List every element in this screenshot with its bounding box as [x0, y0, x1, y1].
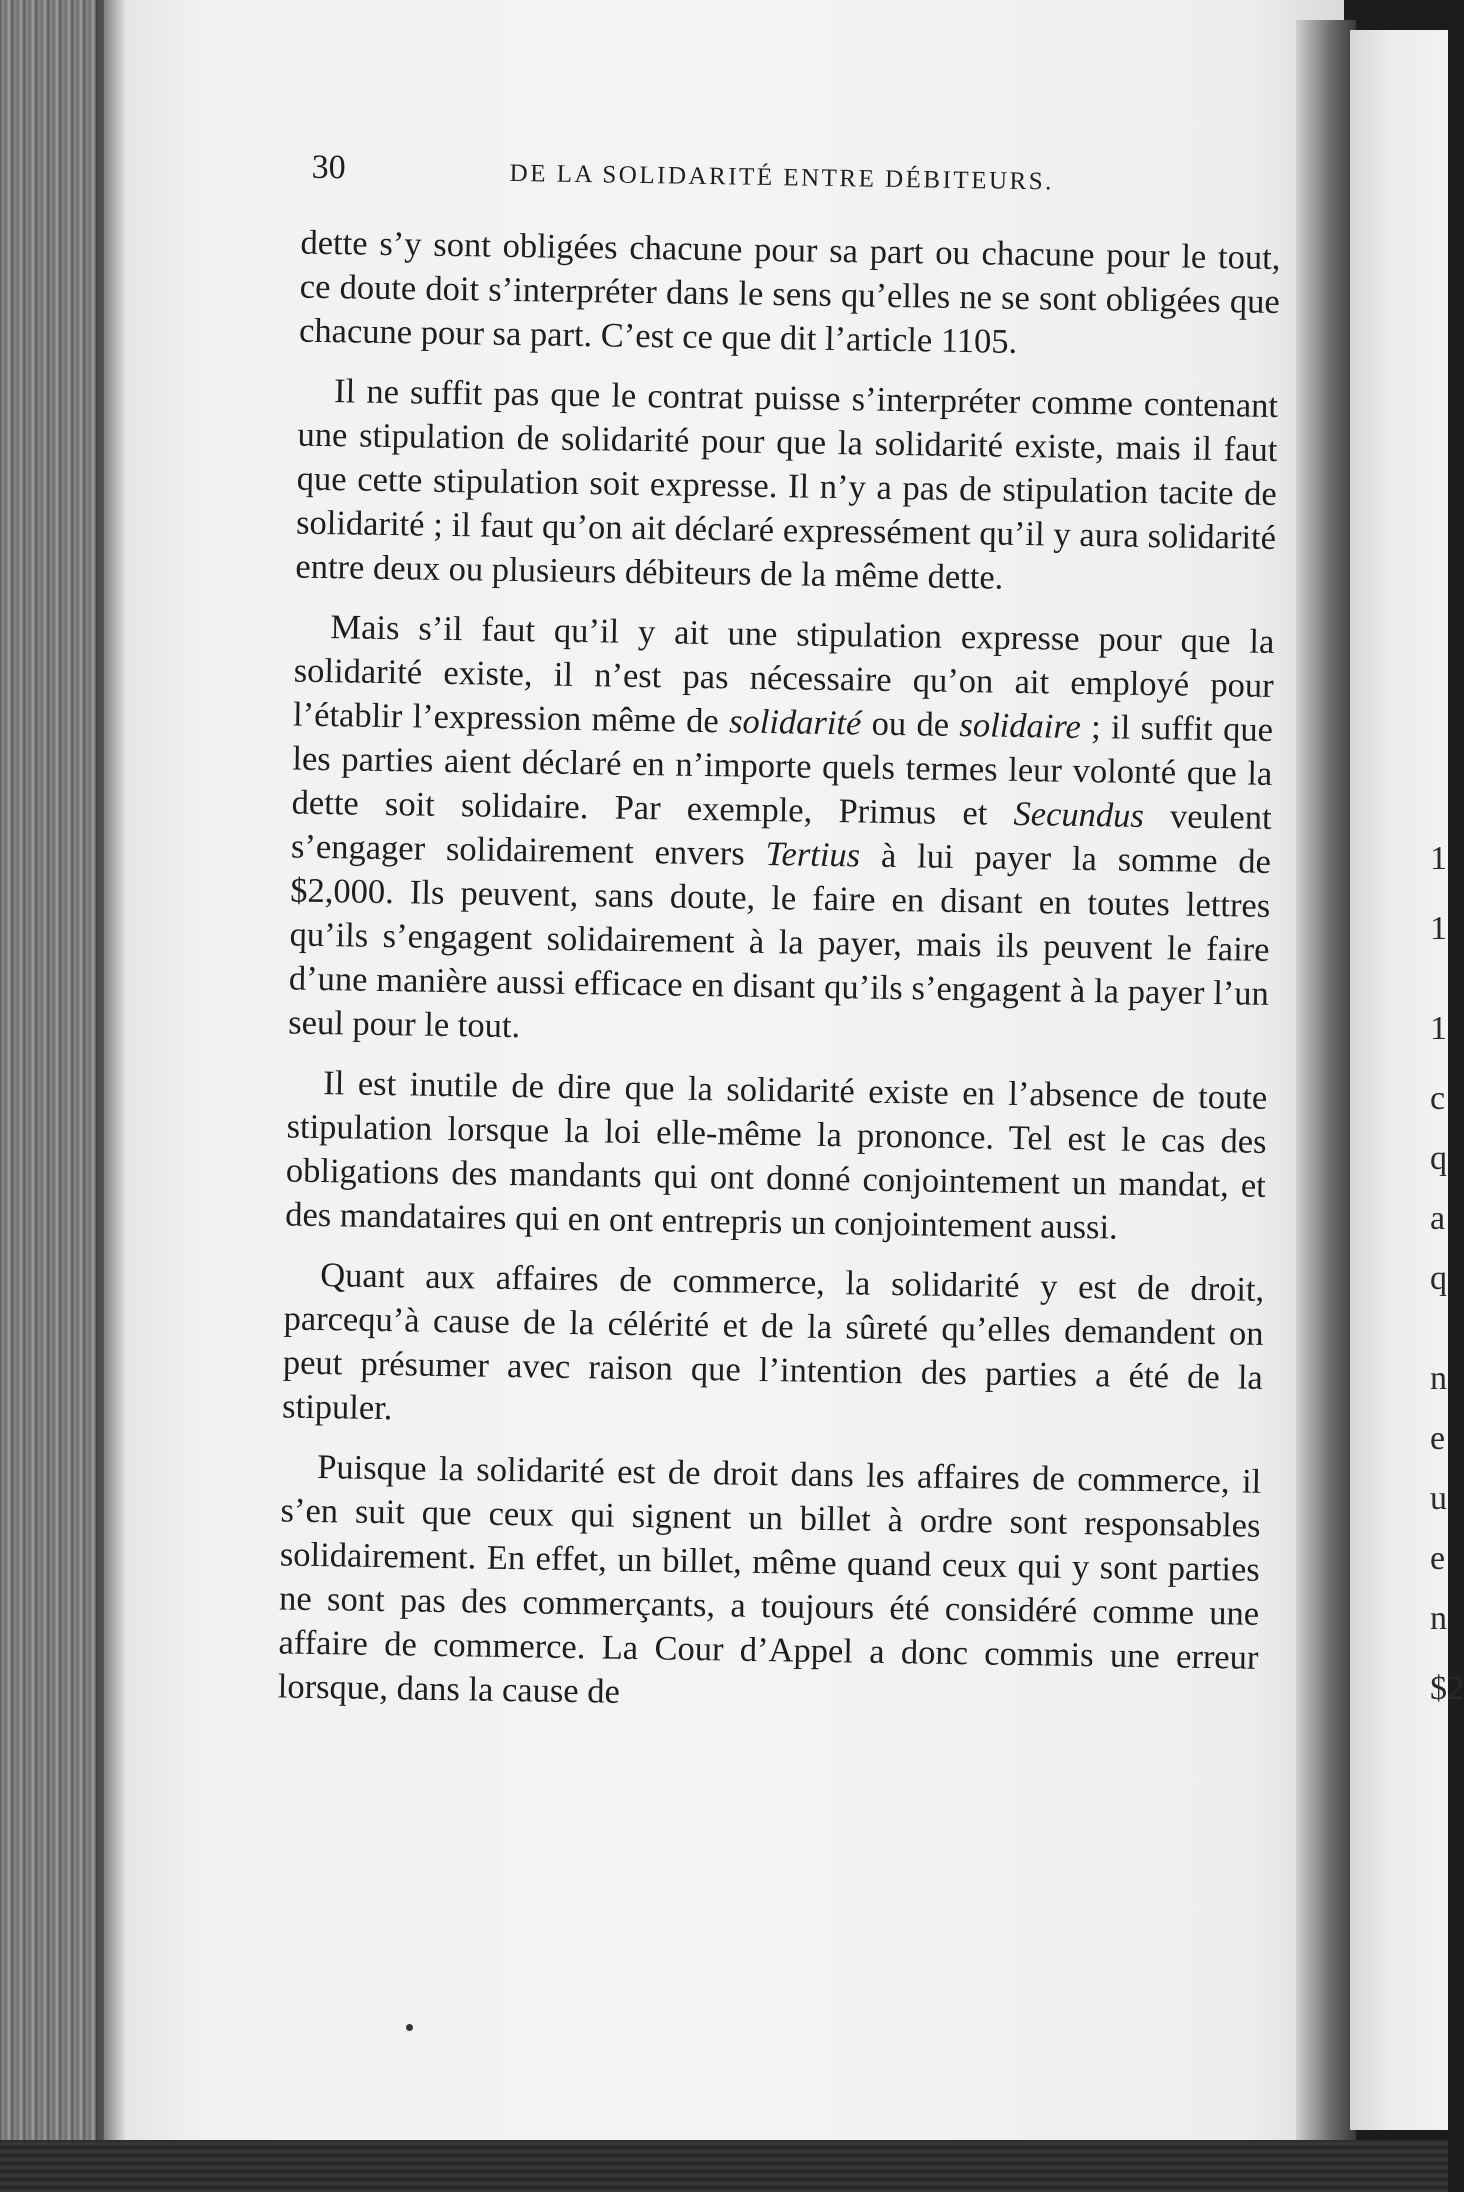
paragraph-p6 — [277, 1444, 1261, 1723]
italic-term: Tertius — [765, 834, 861, 875]
facing-page-fragment: q — [1430, 1140, 1447, 1177]
text-run: Quant aux affaires de commerce, la solidarité y est de droit, parcequ’à cause de la célérité et de la sûreté qu’elles demandent on peut présumer avec raison que l’intention des parties a été de la stipuler. — [281, 1256, 1265, 1428]
facing-page-fragment: n — [1430, 1600, 1447, 1637]
text-run: dette s’y sont obligées chacune pour sa part ou chacune pour le tout, ce doute doit s’interpréter dans le sens qu’elles ne se sont obligées que chacune pour sa part. C’est ce que dit l’article 1105. — [298, 223, 1281, 361]
italic-term: Secundus — [1013, 794, 1145, 835]
paragraph-p3 — [288, 605, 1275, 1060]
text-run: ou de — [861, 704, 960, 745]
paragraph-p4 — [285, 1061, 1268, 1252]
italic-term: solidarité — [728, 702, 862, 743]
facing-page-fragment: 1 — [1430, 910, 1447, 947]
text-run: Il est inutile de dire que la solidarité existe en l’absence de toute stipulation lorsque la loi elle-même la prononce. Tel est le cas des obligations des mandants qui ont donné conjointement un mandat, et des mandataires qui en ont entrepris un conjointement aussi. — [284, 1064, 1268, 1247]
paragraph-p5 — [282, 1252, 1265, 1443]
facing-page-fragment: e — [1430, 1540, 1446, 1577]
scan-bottom-edge — [0, 2140, 1448, 2192]
text-run: à lui payer la somme de $2,000. Ils peuvent, sans doute, le faire en disant en toutes lettres qu’ils s’engagent solidairement à la payer, mais ils peuvent le faire d’une manière aussi efficace en disant qu’ils s’engagent à la payer l’un seul pour le tout. — [287, 836, 1272, 1046]
paragraph-p2 — [295, 369, 1278, 604]
text-run: Mais s’il faut qu’il y ait une stipulation expresse pour que la solidarité existe, il n’est pas nécessaire qu’on ait employé pour l’établir l’expression même de — [292, 608, 1275, 741]
italic-term: solidaire — [959, 706, 1082, 746]
page-gutter — [1296, 20, 1356, 2150]
facing-page-fragment: q — [1430, 1260, 1447, 1297]
running-head: DE LA SOLIDARITÉ ENTRE DÉBITEURS. — [509, 159, 1055, 196]
spine-shadow — [96, 0, 126, 2140]
facing-page-fragment: e — [1430, 1420, 1446, 1457]
page-content — [237, 148, 1282, 1740]
facing-page-fragment: 1 — [1430, 1010, 1447, 1047]
facing-page-fragment: $2 — [1430, 1670, 1464, 1707]
text-run: veulent s’engager solidairement envers — [290, 796, 1272, 873]
facing-page-fragment: 1 — [1430, 840, 1447, 877]
text-run: Il ne suffit pas que le contrat puisse s’interpréter comme contenant une stipulation de solidarité pour que la solidarité existe, mais il faut que cette stipulation soit expresse. Il n’y a pas de stipulation tacite de solidarité ; il faut qu’on ait déclaré expressément qu’il y aura solidarité entre deux ou plusieurs débiteurs de la même dette. — [295, 372, 1279, 597]
facing-page-fragment: c — [1430, 1080, 1446, 1117]
facing-page-fragment: u — [1430, 1480, 1447, 1517]
page-number: 30 — [311, 148, 346, 187]
body-text — [237, 220, 1280, 1724]
facing-page-fragment: n — [1430, 1360, 1447, 1397]
facing-page — [1350, 30, 1464, 2130]
text-run: Puisque la solidarité est de droit dans les affaires de commerce, il s’en suit que ceux qui signent un billet à ordre sont responsables solidairement. En effet, un billet, même quand ceux qui y sont parties ne sont pas des commerçants, a toujours été considéré comme une affaire de commerce. La Cour d’Appel a donc commis une erreur lorsque, dans la cause de — [277, 1448, 1262, 1711]
ink-speck — [406, 2024, 413, 2031]
book-spine-edge — [0, 0, 110, 2140]
paragraph-p1 — [299, 221, 1281, 368]
text-run: ; il suffit que les parties aient déclaré en n’importe quels termes leur volonté que la dette soit solidaire. Par exemple, Primus et — [291, 707, 1274, 833]
facing-page-fragment: a — [1430, 1200, 1446, 1237]
